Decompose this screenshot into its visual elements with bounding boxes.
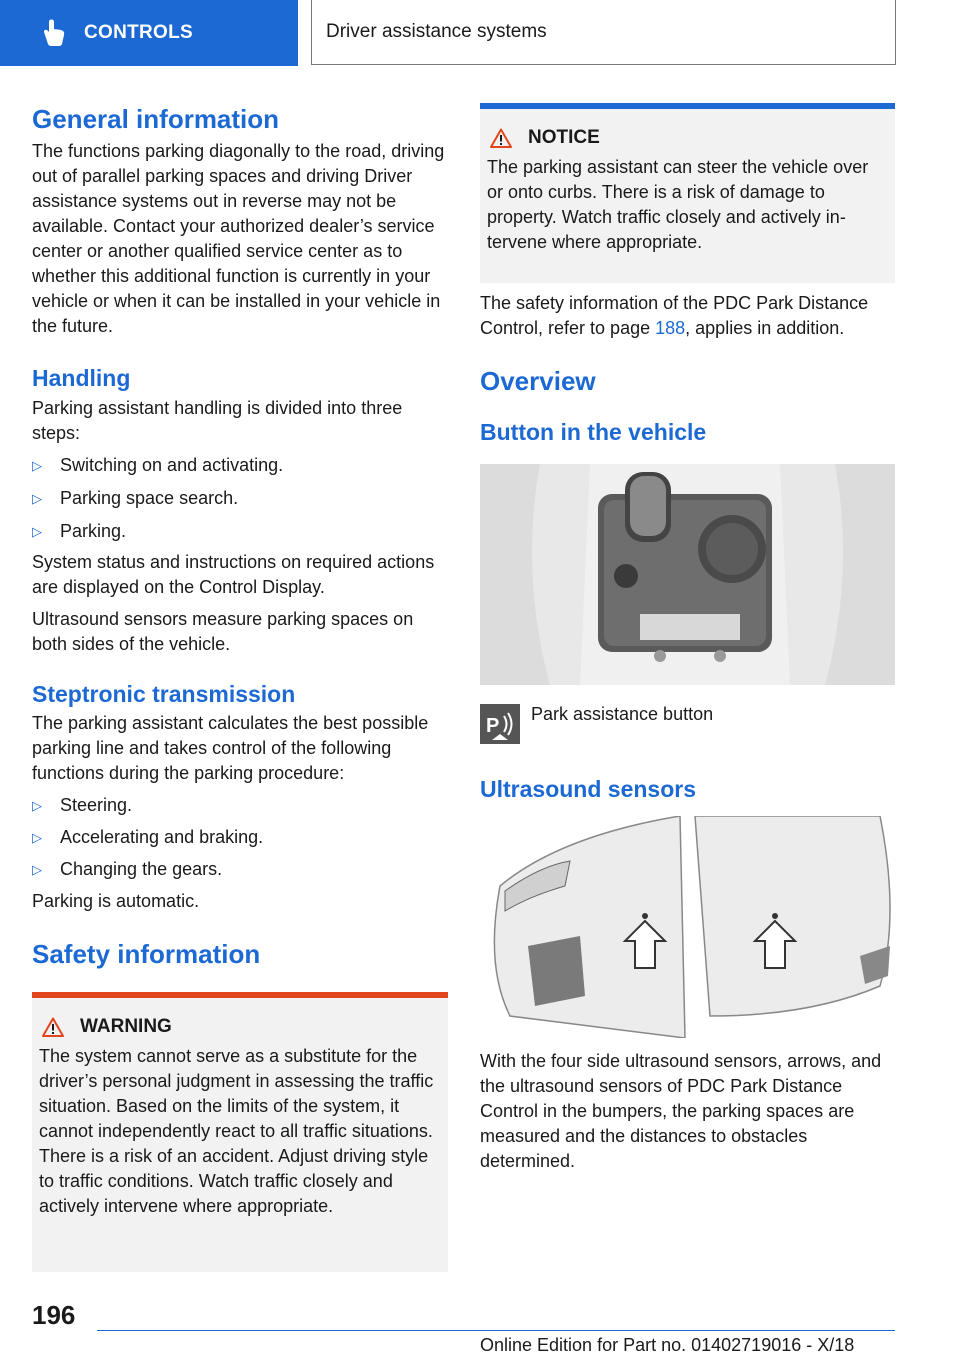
list-item: ▷ Parking space search.: [32, 486, 447, 511]
handling-intro: Parking assistant handling is divided into three steps:: [32, 398, 403, 443]
general-info-text: The functions parking diagonally to the road, driving out of parallel parking spaces and driving Driver assistance systems out in reverse may not be available. Contact your authorized dealer’s service center or another qualified service center as to whether this additional function is currently in your vehicle or when it can be installed in your vehicle in the future.: [32, 141, 445, 336]
warning-box: [32, 992, 448, 1272]
handling-sensors-text: Ultrasound sensors measure parking spaces on both sides of the vehicle.: [32, 609, 414, 654]
page-number: 196: [32, 1300, 76, 1330]
park-assist-caption: Park assistance button: [531, 704, 714, 724]
park-assist-icon: [480, 704, 520, 744]
button-vehicle-heading: Button in the vehicle: [480, 419, 707, 445]
general-info-heading: General information: [32, 104, 280, 134]
notice-header: [490, 127, 895, 149]
ultrasound-sensors-image: [480, 816, 895, 1038]
bullet-triangle-icon: ▷: [32, 798, 42, 813]
header-section-title: CONTROLS: [84, 22, 194, 43]
steering-hand-icon: [40, 18, 66, 48]
footer-divider: [97, 1330, 895, 1331]
overview-heading: Overview: [480, 366, 596, 396]
notice-text: The parking assistant can steer the vehicle over or onto curbs. There is a risk of damage to property. Watch traffic closely and actively intervene where appropriate.: [487, 157, 869, 252]
bullet-triangle-icon: ▷: [32, 458, 42, 473]
svg-text:P: P: [486, 715, 500, 737]
bullet-triangle-icon: ▷: [32, 830, 42, 845]
warning-label: WARNING: [80, 1016, 172, 1037]
header-chapter: [311, 0, 896, 65]
list-item: ▷ Parking.: [32, 519, 447, 544]
safety-info-heading: Safety information: [32, 939, 261, 969]
ultrasound-sensors-text: With the four side ultrasound sensors, arrows, and the ultrasound sensors of PDC Park Distance Control in the bumpers, the parking spaces are measured and the distances to obstacles determined.: [480, 1051, 882, 1171]
header-chapter-title: Driver assistance systems: [326, 21, 547, 42]
footer-edition: Online Edition for Part no. 01402719016 - X/18: [480, 1335, 855, 1355]
right-column: [480, 291, 895, 447]
steptronic-heading: Steptronic transmission: [32, 681, 296, 707]
left-column: [32, 103, 447, 970]
header-section-tab[interactable]: [0, 0, 298, 66]
warning-text: The system cannot serve as a substitute for the driver’s personal judgment in assessing the traffic situation. Based on the limits of the system, it cannot independently react to all traffic situations. There is a risk of an accident. Adjust driving style to traffic conditions. Watch traffic closely and actively intervene where appropriate.: [39, 1046, 434, 1216]
warning-header: [42, 1016, 448, 1038]
list-item: ▷ Accelerating and braking.: [32, 825, 447, 850]
notice-label: NOTICE: [528, 127, 600, 148]
center-console-image: [480, 464, 895, 685]
bullet-triangle-icon: ▷: [32, 862, 42, 877]
list-item: ▷ Switching on and activating.: [32, 453, 447, 478]
steptronic-end: Parking is automatic.: [32, 891, 200, 911]
bullet-triangle-icon: ▷: [32, 491, 42, 506]
notice-triangle-icon: [490, 128, 512, 148]
list-item: ▷ Changing the gears.: [32, 857, 447, 882]
warning-triangle-icon: [42, 1017, 64, 1037]
list-item: ▷ Steering.: [32, 793, 447, 818]
steptronic-text: The parking assistant calculates the best possible parking line and takes control of the following functions during the parking procedure:: [32, 713, 429, 783]
bullet-triangle-icon: ▷: [32, 524, 42, 539]
page-link[interactable]: 188: [655, 318, 686, 338]
ultrasound-sensors-heading: Ultrasound sensors: [480, 776, 696, 802]
handling-status-text: System status and instructions on required actions are displayed on the Control Display.: [32, 552, 435, 597]
handling-heading: Handling: [32, 365, 131, 391]
notice-box: [480, 103, 895, 283]
pdc-reference-text: The safety information of the PDC Park Distance Control, refer to page 188, applies in addition.: [480, 293, 869, 338]
